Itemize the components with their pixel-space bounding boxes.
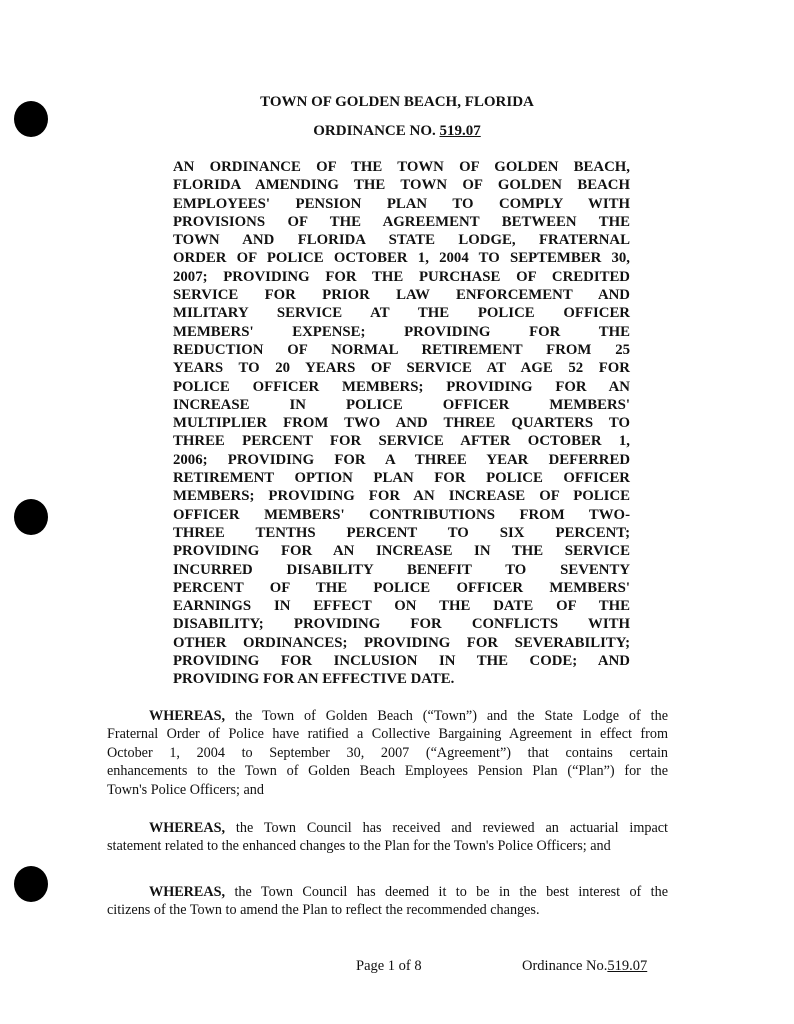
caption-line: MILITARY SERVICE AT THE POLICE OFFICER bbox=[173, 305, 630, 322]
punch-hole bbox=[14, 866, 48, 902]
paragraph-text: the Town Council has deemed it to be in the best interest of the bbox=[225, 884, 668, 900]
caption-line: EMPLOYEES' PENSION PLAN TO COMPLY WITH bbox=[173, 195, 630, 212]
footer-ordinance-label: Ordinance No. bbox=[522, 958, 608, 974]
whereas-paragraph-1 bbox=[107, 707, 668, 799]
caption-line: REDUCTION OF NORMAL RETIREMENT FROM 25 bbox=[173, 341, 630, 358]
paragraph-line: citizens of the Town to amend the Plan to reflect the recommended changes. bbox=[107, 902, 540, 919]
ordinance-number-heading bbox=[0, 123, 794, 140]
caption-line: INCREASE IN POLICE OFFICER MEMBERS' bbox=[173, 396, 630, 413]
caption-line: THREE PERCENT FOR SERVICE AFTER OCTOBER 1, bbox=[173, 433, 630, 450]
caption-line: YEARS TO 20 YEARS OF SERVICE AT AGE 52 FOR bbox=[173, 360, 630, 377]
whereas-paragraph-3 bbox=[107, 883, 668, 920]
caption-line: PROVIDING FOR INCLUSION IN THE CODE; AND bbox=[173, 653, 630, 670]
paragraph-line bbox=[107, 707, 668, 725]
paragraph-text: the Town Council has received and reviewed an actuarial impact bbox=[225, 820, 668, 836]
caption-line: DISABILITY; PROVIDING FOR CONFLICTS WITH bbox=[173, 616, 630, 633]
caption-line: 2007; PROVIDING FOR THE PURCHASE OF CREDITED bbox=[173, 268, 630, 285]
caption-line: PROVIDING FOR AN INCREASE IN THE SERVICE bbox=[173, 543, 630, 560]
paragraph-line bbox=[107, 819, 668, 837]
whereas-label: WHEREAS, bbox=[149, 708, 226, 724]
caption-line: 2006; PROVIDING FOR A THREE YEAR DEFERRED bbox=[173, 451, 630, 468]
footer-ordinance-number: 519.07 bbox=[607, 958, 648, 974]
caption-line: POLICE OFFICER MEMBERS; PROVIDING FOR AN bbox=[173, 378, 630, 395]
page-number: Page 1 of 8 bbox=[356, 958, 422, 974]
caption-line: MEMBERS; PROVIDING FOR AN INCREASE OF POLICE bbox=[173, 488, 630, 505]
paragraph-line: enhancements to the Town of Golden Beach Employees Pension Plan (“Plan”) for the bbox=[107, 763, 668, 780]
caption-line: SERVICE FOR PRIOR LAW ENFORCEMENT AND bbox=[173, 287, 630, 304]
caption-line: THREE TENTHS PERCENT TO SIX PERCENT; bbox=[173, 524, 630, 541]
caption-line: AN ORDINANCE OF THE TOWN OF GOLDEN BEACH, bbox=[173, 159, 630, 175]
document-heading: TOWN OF GOLDEN BEACH, FLORIDA bbox=[260, 94, 534, 110]
paragraph-line: Fraternal Order of Police have ratified a Collective Bargaining Agreement in effect from bbox=[107, 726, 668, 743]
caption-line: INCURRED DISABILITY BENEFIT TO SEVENTY bbox=[173, 561, 630, 578]
caption-line: PROVIDING FOR AN EFFECTIVE DATE. bbox=[173, 671, 455, 688]
ordinance-caption bbox=[173, 158, 630, 689]
caption-line: ORDER OF POLICE OCTOBER 1, 2004 TO SEPTEMBER 30, bbox=[173, 250, 630, 267]
caption-line: OTHER ORDINANCES; PROVIDING FOR SEVERABILITY; bbox=[173, 634, 630, 651]
caption-line: PROVISIONS OF THE AGREEMENT BETWEEN THE bbox=[173, 213, 630, 230]
paragraph-text: the Town of Golden Beach (“Town”) and the State Lodge of the bbox=[225, 708, 668, 724]
caption-line: PERCENT OF THE POLICE OFFICER MEMBERS' bbox=[173, 579, 630, 596]
caption-line: TOWN AND FLORIDA STATE LODGE, FRATERNAL bbox=[173, 232, 630, 249]
caption-line: MEMBERS' EXPENSE; PROVIDING FOR THE bbox=[173, 323, 630, 340]
paragraph-line: October 1, 2004 to September 30, 2007 (“Agreement”) that contains certain bbox=[107, 744, 668, 761]
footer-ordinance bbox=[522, 958, 647, 975]
punch-hole bbox=[14, 499, 48, 535]
caption-line: FLORIDA AMENDING THE TOWN OF GOLDEN BEACH bbox=[173, 177, 630, 194]
paragraph-line: statement related to the enhanced changes to the Plan for the Town's Police Officers; and bbox=[107, 838, 611, 855]
caption-line: MULTIPLIER FROM TWO AND THREE QUARTERS TO bbox=[173, 415, 630, 432]
whereas-label: WHEREAS, bbox=[149, 884, 226, 900]
caption-line: OFFICER MEMBERS' CONTRIBUTIONS FROM TWO- bbox=[173, 506, 630, 523]
ordinance-label: ORDINANCE NO. bbox=[313, 123, 436, 139]
ordinance-number: 519.07 bbox=[439, 123, 481, 139]
caption-line: EARNINGS IN EFFECT ON THE DATE OF THE bbox=[173, 598, 630, 615]
paragraph-line bbox=[107, 883, 668, 901]
paragraph-line: Town's Police Officers; and bbox=[107, 781, 264, 798]
caption-line: RETIREMENT OPTION PLAN FOR POLICE OFFICER bbox=[173, 470, 630, 487]
whereas-paragraph-2 bbox=[107, 819, 668, 856]
whereas-label: WHEREAS, bbox=[149, 820, 226, 836]
